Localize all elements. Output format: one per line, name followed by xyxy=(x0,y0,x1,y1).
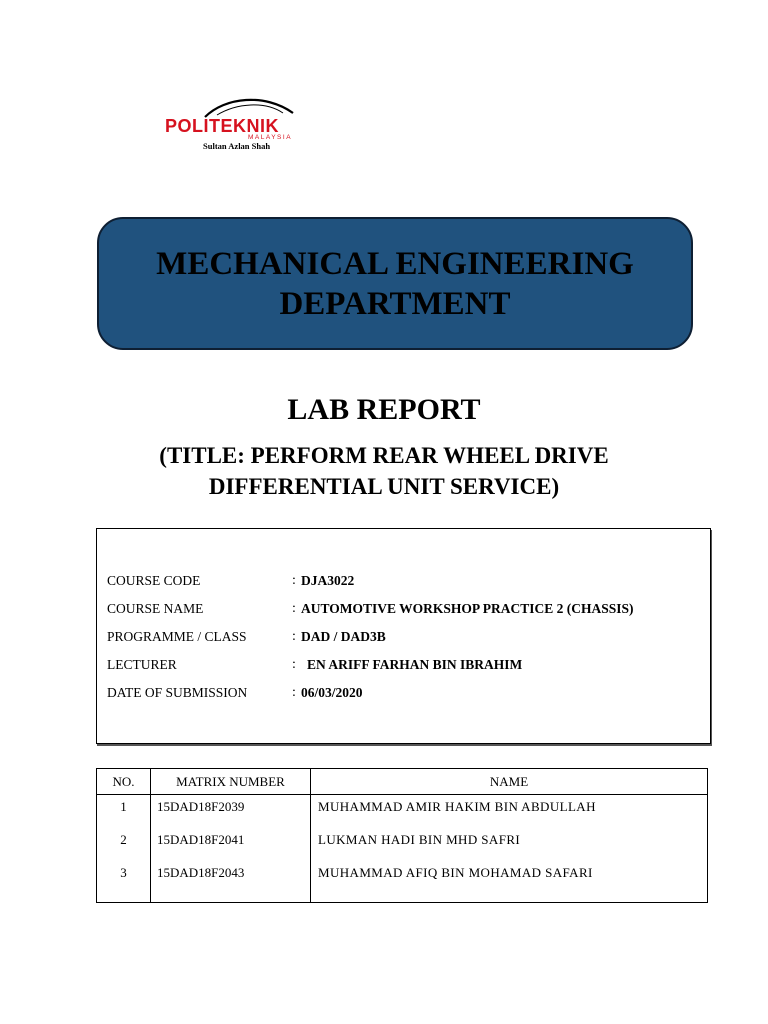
info-label: LECTURER xyxy=(107,657,177,672)
politeknik-logo xyxy=(165,95,325,155)
cell-name: MUHAMMAD AFIQ BIN MOHAMAD SAFARI xyxy=(311,861,708,903)
cell-name: LUKMAN HADI BIN MHD SAFRI xyxy=(311,828,708,861)
logo-country: MALAYSIA xyxy=(248,134,293,141)
info-value: AUTOMOTIVE WORKSHOP PRACTICE 2 (CHASSIS) xyxy=(301,601,634,616)
cell-no: 3 xyxy=(97,861,151,903)
department-banner xyxy=(97,217,693,350)
department-title xyxy=(156,244,634,324)
info-colon: : xyxy=(292,601,296,616)
cell-matrix-number: 15DAD18F2043 xyxy=(151,861,311,903)
department-line-1: MECHANICAL ENGINEERING xyxy=(156,245,634,282)
column-header-matrix-number: MATRIX NUMBER xyxy=(151,769,311,795)
info-colon: : xyxy=(292,629,296,644)
report-title xyxy=(108,440,660,502)
table-row xyxy=(97,828,708,861)
info-value: DAD / DAD3B xyxy=(301,629,386,644)
course-info-box xyxy=(96,528,711,744)
info-label: PROGRAMME / CLASS xyxy=(107,629,247,644)
report-heading: LAB REPORT xyxy=(287,393,481,426)
info-value: DJA3022 xyxy=(301,573,355,588)
column-header-name: NAME xyxy=(311,769,708,795)
info-label: COURSE CODE xyxy=(107,573,201,588)
cell-no: 2 xyxy=(97,828,151,861)
info-colon: : xyxy=(292,573,296,588)
report-title-line-2: DIFFERENTIAL UNIT SERVICE) xyxy=(208,474,560,499)
logo-wordmark: POLITEKNIK xyxy=(165,116,280,136)
students-table xyxy=(96,768,708,903)
table-header-row xyxy=(97,769,708,795)
logo-campus: Sultan Azlan Shah xyxy=(203,141,271,151)
cell-matrix-number: 15DAD18F2041 xyxy=(151,828,311,861)
info-colon: : xyxy=(292,685,296,700)
cell-matrix-number: 15DAD18F2039 xyxy=(151,795,311,828)
info-colon: : xyxy=(292,657,296,672)
info-value: EN ARIFF FARHAN BIN IBRAHIM xyxy=(307,657,523,672)
report-title-line-1: (TITLE: PERFORM REAR WHEEL DRIVE xyxy=(159,443,609,468)
info-label: COURSE NAME xyxy=(107,601,204,616)
info-label: DATE OF SUBMISSION xyxy=(107,685,248,700)
info-value: 06/03/2020 xyxy=(301,685,363,700)
table-row xyxy=(97,861,708,903)
department-line-2: DEPARTMENT xyxy=(279,285,511,322)
cell-no: 1 xyxy=(97,795,151,828)
table-row xyxy=(97,795,708,828)
cell-name: MUHAMMAD AMIR HAKIM BIN ABDULLAH xyxy=(311,795,708,828)
column-header-no: NO. xyxy=(97,769,151,795)
